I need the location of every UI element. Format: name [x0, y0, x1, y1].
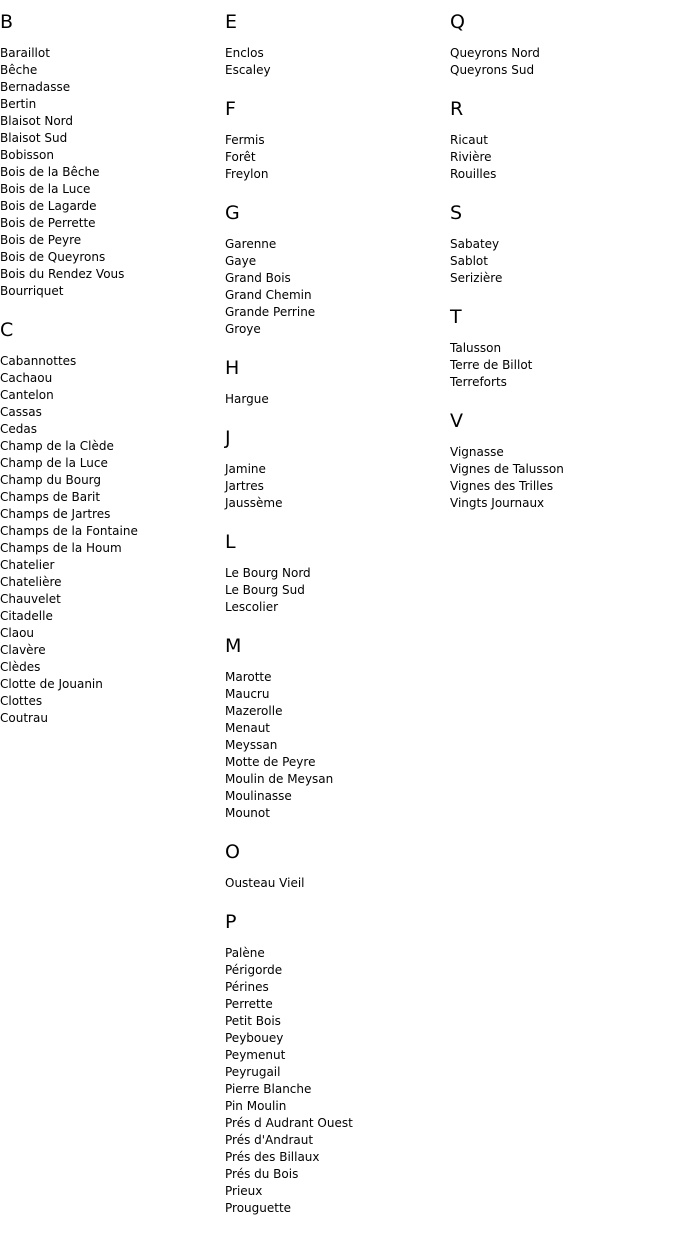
list-item	[225, 703, 445, 720]
list-item	[225, 1013, 445, 1030]
place-link[interactable]: Blaisot Nord	[0, 114, 74, 128]
place-link[interactable]: Baraillot	[0, 46, 50, 60]
place-list	[450, 444, 670, 512]
place-link[interactable]: Prés du Bois	[225, 1167, 299, 1181]
list-item	[0, 489, 220, 506]
place-link[interactable]: Bois de la Bêche	[0, 165, 100, 179]
list-item	[0, 676, 220, 693]
place-link[interactable]: Peybouey	[225, 1031, 284, 1045]
list-item	[0, 438, 220, 455]
list-item	[225, 1149, 445, 1166]
place-link[interactable]: Champs de Jartres	[0, 507, 111, 521]
place-link[interactable]: Pierre Blanche	[225, 1082, 312, 1096]
place-link[interactable]: Prouguette	[225, 1201, 292, 1215]
place-link[interactable]: Champs de la Fontaine	[0, 524, 138, 538]
letter-heading: F	[225, 98, 236, 120]
place-link[interactable]: Cassas	[0, 405, 42, 419]
place-link[interactable]: Bois de Queyrons	[0, 250, 106, 264]
place-link[interactable]: Palène	[225, 946, 265, 960]
place-link[interactable]: Jamine	[225, 462, 266, 476]
place-link[interactable]: Moulin de Meysan	[225, 772, 334, 786]
place-link[interactable]: Cantelon	[0, 388, 54, 402]
place-link[interactable]: Bernadasse	[0, 80, 71, 94]
letter-group	[225, 201, 445, 338]
letter-heading: S	[450, 202, 463, 224]
place-link[interactable]: Bois de la Luce	[0, 182, 91, 196]
list-item	[225, 686, 445, 703]
list-item	[225, 582, 445, 599]
list-item	[450, 236, 670, 253]
place-link[interactable]: Champs de la Houm	[0, 541, 122, 555]
list-item	[450, 340, 670, 357]
letter-heading: O	[225, 841, 240, 863]
list-item	[0, 232, 220, 249]
list-item	[0, 404, 220, 421]
place-link[interactable]: Jaussème	[225, 496, 283, 510]
list-item	[0, 353, 220, 370]
place-link[interactable]: Terre de Billot	[450, 358, 533, 372]
list-item	[225, 1200, 445, 1217]
place-link[interactable]: Le Bourg Nord	[225, 566, 311, 580]
place-list	[450, 132, 670, 183]
list-item	[225, 1132, 445, 1149]
index-column-3	[450, 10, 670, 530]
place-link[interactable]: Bois de Peyre	[0, 233, 82, 247]
place-list	[225, 391, 445, 408]
place-list	[450, 45, 670, 79]
list-item	[0, 198, 220, 215]
place-link[interactable]: Champ du Bourg	[0, 473, 102, 487]
list-item	[0, 506, 220, 523]
place-link[interactable]: Sablot	[450, 254, 488, 268]
place-list	[225, 236, 445, 338]
letter-group	[225, 634, 445, 822]
list-item	[225, 737, 445, 754]
place-link[interactable]: Escaley	[225, 63, 271, 77]
list-item	[0, 693, 220, 710]
place-link[interactable]: Ousteau Vieil	[225, 876, 305, 890]
place-list	[225, 132, 445, 183]
letter-heading: Q	[450, 11, 465, 33]
list-item	[0, 472, 220, 489]
list-item	[0, 540, 220, 557]
list-item	[0, 642, 220, 659]
place-link[interactable]: Vignasse	[450, 445, 504, 459]
list-item	[450, 495, 670, 512]
list-item	[225, 495, 445, 512]
list-item	[0, 387, 220, 404]
place-link[interactable]: Meyssan	[225, 738, 278, 752]
list-item	[225, 166, 445, 183]
place-link[interactable]: Claou	[0, 626, 35, 640]
list-item	[225, 1183, 445, 1200]
place-link[interactable]: Cedas	[0, 422, 37, 436]
list-item	[225, 720, 445, 737]
list-item	[450, 374, 670, 391]
list-item	[0, 557, 220, 574]
place-link[interactable]: Talusson	[450, 341, 502, 355]
place-link[interactable]: Terreforts	[450, 375, 507, 389]
list-item	[0, 608, 220, 625]
list-item	[450, 270, 670, 287]
list-item	[225, 771, 445, 788]
list-item	[225, 62, 445, 79]
list-item	[0, 523, 220, 540]
place-link[interactable]: Maucru	[225, 687, 270, 701]
place-link[interactable]: Clotte de Jouanin	[0, 677, 103, 691]
list-item	[0, 659, 220, 676]
place-link[interactable]: Grand Chemin	[225, 288, 312, 302]
place-link[interactable]: Clèdes	[0, 660, 41, 674]
list-item	[225, 270, 445, 287]
place-list	[0, 45, 220, 300]
list-item	[0, 45, 220, 62]
list-item	[450, 149, 670, 166]
place-link[interactable]: Jartres	[225, 479, 264, 493]
list-item	[0, 164, 220, 181]
place-link[interactable]: Blaisot Sud	[0, 131, 68, 145]
list-item	[225, 391, 445, 408]
place-link[interactable]: Cachaou	[0, 371, 53, 385]
place-link[interactable]: Vingts Journaux	[450, 496, 545, 510]
place-link[interactable]: Pérines	[225, 980, 269, 994]
list-item	[450, 62, 670, 79]
letter-heading: R	[450, 98, 464, 120]
letter-group	[0, 318, 220, 727]
list-item	[450, 357, 670, 374]
place-link[interactable]: Bois de Perrette	[0, 216, 96, 230]
place-link[interactable]: Queyrons Sud	[450, 63, 535, 77]
place-link[interactable]: Lescolier	[225, 600, 279, 614]
letter-heading: E	[225, 11, 238, 33]
place-link[interactable]: Menaut	[225, 721, 271, 735]
letter-group	[0, 10, 220, 300]
list-item	[225, 236, 445, 253]
list-item	[0, 62, 220, 79]
place-link[interactable]: Fermis	[225, 133, 265, 147]
place-link[interactable]: Queyrons Nord	[450, 46, 540, 60]
place-link[interactable]: Chauvelet	[0, 592, 61, 606]
list-item	[0, 181, 220, 198]
place-link[interactable]: Mazerolle	[225, 704, 283, 718]
list-item	[225, 253, 445, 270]
list-item	[225, 149, 445, 166]
place-link[interactable]: Champs de Barit	[0, 490, 101, 504]
place-link[interactable]: Ricaut	[450, 133, 488, 147]
place-link[interactable]: Hargue	[225, 392, 269, 406]
place-link[interactable]: Sabatey	[450, 237, 500, 251]
letter-group	[225, 97, 445, 183]
place-list	[450, 236, 670, 287]
place-link[interactable]: Rivière	[450, 150, 492, 164]
place-list	[225, 669, 445, 822]
list-item	[225, 669, 445, 686]
list-item	[225, 1166, 445, 1183]
place-link[interactable]: Prieux	[225, 1184, 263, 1198]
place-link[interactable]: Champ de la Luce	[0, 456, 108, 470]
place-link[interactable]: Le Bourg Sud	[225, 583, 305, 597]
letter-group	[450, 305, 670, 391]
place-list	[450, 340, 670, 391]
letter-group	[225, 530, 445, 616]
place-link[interactable]: Coutrau	[0, 711, 48, 725]
place-link[interactable]: Freylon	[225, 167, 269, 181]
list-item	[225, 962, 445, 979]
list-item	[450, 478, 670, 495]
place-link[interactable]: Forêt	[225, 150, 256, 164]
place-link[interactable]: Enclos	[225, 46, 264, 60]
place-link[interactable]: Mounot	[225, 806, 270, 820]
list-item	[225, 287, 445, 304]
letter-group	[225, 426, 445, 512]
place-link[interactable]: Périgorde	[225, 963, 283, 977]
letter-group	[450, 97, 670, 183]
place-list	[225, 565, 445, 616]
list-item	[0, 249, 220, 266]
list-item	[0, 370, 220, 387]
letter-group	[225, 840, 445, 892]
list-item	[450, 461, 670, 478]
letter-heading: V	[450, 410, 463, 432]
place-link[interactable]: Serizière	[450, 271, 503, 285]
place-link[interactable]: Citadelle	[0, 609, 53, 623]
list-item	[225, 788, 445, 805]
list-item	[0, 130, 220, 147]
list-item	[225, 1047, 445, 1064]
place-link[interactable]: Prés d'Andraut	[225, 1133, 314, 1147]
list-item	[0, 283, 220, 300]
list-item	[0, 421, 220, 438]
list-item	[225, 979, 445, 996]
place-link[interactable]: Vignes de Talusson	[450, 462, 564, 476]
list-item	[225, 565, 445, 582]
letter-heading: G	[225, 202, 240, 224]
list-item	[450, 253, 670, 270]
list-item	[0, 710, 220, 727]
place-link[interactable]: Bois du Rendez Vous	[0, 267, 125, 281]
letter-heading: L	[225, 531, 236, 553]
place-link[interactable]: Peyrugail	[225, 1065, 281, 1079]
place-link[interactable]: Chatelière	[0, 575, 62, 589]
list-item	[225, 805, 445, 822]
place-link[interactable]: Bourriquet	[0, 284, 64, 298]
letter-group	[450, 409, 670, 512]
list-item	[0, 625, 220, 642]
list-item	[0, 455, 220, 472]
list-item	[0, 215, 220, 232]
list-item	[450, 132, 670, 149]
letter-group	[225, 910, 445, 1217]
letter-group	[450, 10, 670, 79]
list-item	[225, 461, 445, 478]
place-link[interactable]: Gaye	[225, 254, 257, 268]
list-item	[225, 1098, 445, 1115]
place-list	[0, 353, 220, 727]
place-link[interactable]: Chatelier	[0, 558, 55, 572]
list-item	[225, 1064, 445, 1081]
list-item	[225, 45, 445, 62]
place-link[interactable]: Peymenut	[225, 1048, 286, 1062]
place-link[interactable]: Groye	[225, 322, 261, 336]
place-link[interactable]: Bêche	[0, 63, 38, 77]
list-item	[225, 875, 445, 892]
place-link[interactable]: Bois de Lagarde	[0, 199, 97, 213]
letter-heading: J	[225, 427, 231, 449]
place-link[interactable]: Bertin	[0, 97, 37, 111]
place-link[interactable]: Champ de la Clède	[0, 439, 114, 453]
list-item	[225, 754, 445, 771]
place-list	[225, 45, 445, 79]
place-link[interactable]: Clavère	[0, 643, 46, 657]
place-link[interactable]: Motte de Peyre	[225, 755, 316, 769]
place-link[interactable]: Rouilles	[450, 167, 497, 181]
place-link[interactable]: Grand Bois	[225, 271, 291, 285]
list-item	[225, 1115, 445, 1132]
place-list	[225, 875, 445, 892]
list-item	[0, 147, 220, 164]
place-link[interactable]: Grande Perrine	[225, 305, 316, 319]
index-column-2	[225, 10, 445, 1235]
list-item	[225, 996, 445, 1013]
place-link[interactable]: Garenne	[225, 237, 277, 251]
list-item	[0, 79, 220, 96]
list-item	[0, 574, 220, 591]
list-item	[225, 321, 445, 338]
place-link[interactable]: Pin Moulin	[225, 1099, 287, 1113]
letter-group	[450, 201, 670, 287]
place-link[interactable]: Vignes des Trilles	[450, 479, 554, 493]
list-item	[225, 132, 445, 149]
list-item	[225, 1030, 445, 1047]
letter-heading: M	[225, 635, 242, 657]
place-link[interactable]: Perrette	[225, 997, 273, 1011]
letter-heading: T	[450, 306, 462, 328]
list-item	[0, 113, 220, 130]
letter-group	[225, 356, 445, 408]
letter-heading: H	[225, 357, 240, 379]
list-item	[0, 96, 220, 113]
list-item	[225, 945, 445, 962]
index-column-1	[0, 10, 220, 745]
letter-group	[225, 10, 445, 79]
place-link[interactable]: Bobisson	[0, 148, 54, 162]
list-item	[450, 45, 670, 62]
place-list	[225, 945, 445, 1217]
letter-heading: P	[225, 911, 237, 933]
list-item	[450, 166, 670, 183]
list-item	[225, 1081, 445, 1098]
list-item	[0, 591, 220, 608]
list-item	[225, 304, 445, 321]
place-list	[225, 461, 445, 512]
list-item	[225, 599, 445, 616]
place-link[interactable]: Marotte	[225, 670, 272, 684]
list-item	[0, 266, 220, 283]
place-link[interactable]: Clottes	[0, 694, 43, 708]
place-link[interactable]: Cabannottes	[0, 354, 77, 368]
place-link[interactable]: Moulinasse	[225, 789, 292, 803]
list-item	[225, 478, 445, 495]
letter-heading: B	[0, 11, 14, 33]
letter-heading: C	[0, 319, 14, 341]
place-link[interactable]: Petit Bois	[225, 1014, 281, 1028]
place-link[interactable]: Prés des Billaux	[225, 1150, 320, 1164]
place-link[interactable]: Prés d Audrant Ouest	[225, 1116, 353, 1130]
list-item	[450, 444, 670, 461]
